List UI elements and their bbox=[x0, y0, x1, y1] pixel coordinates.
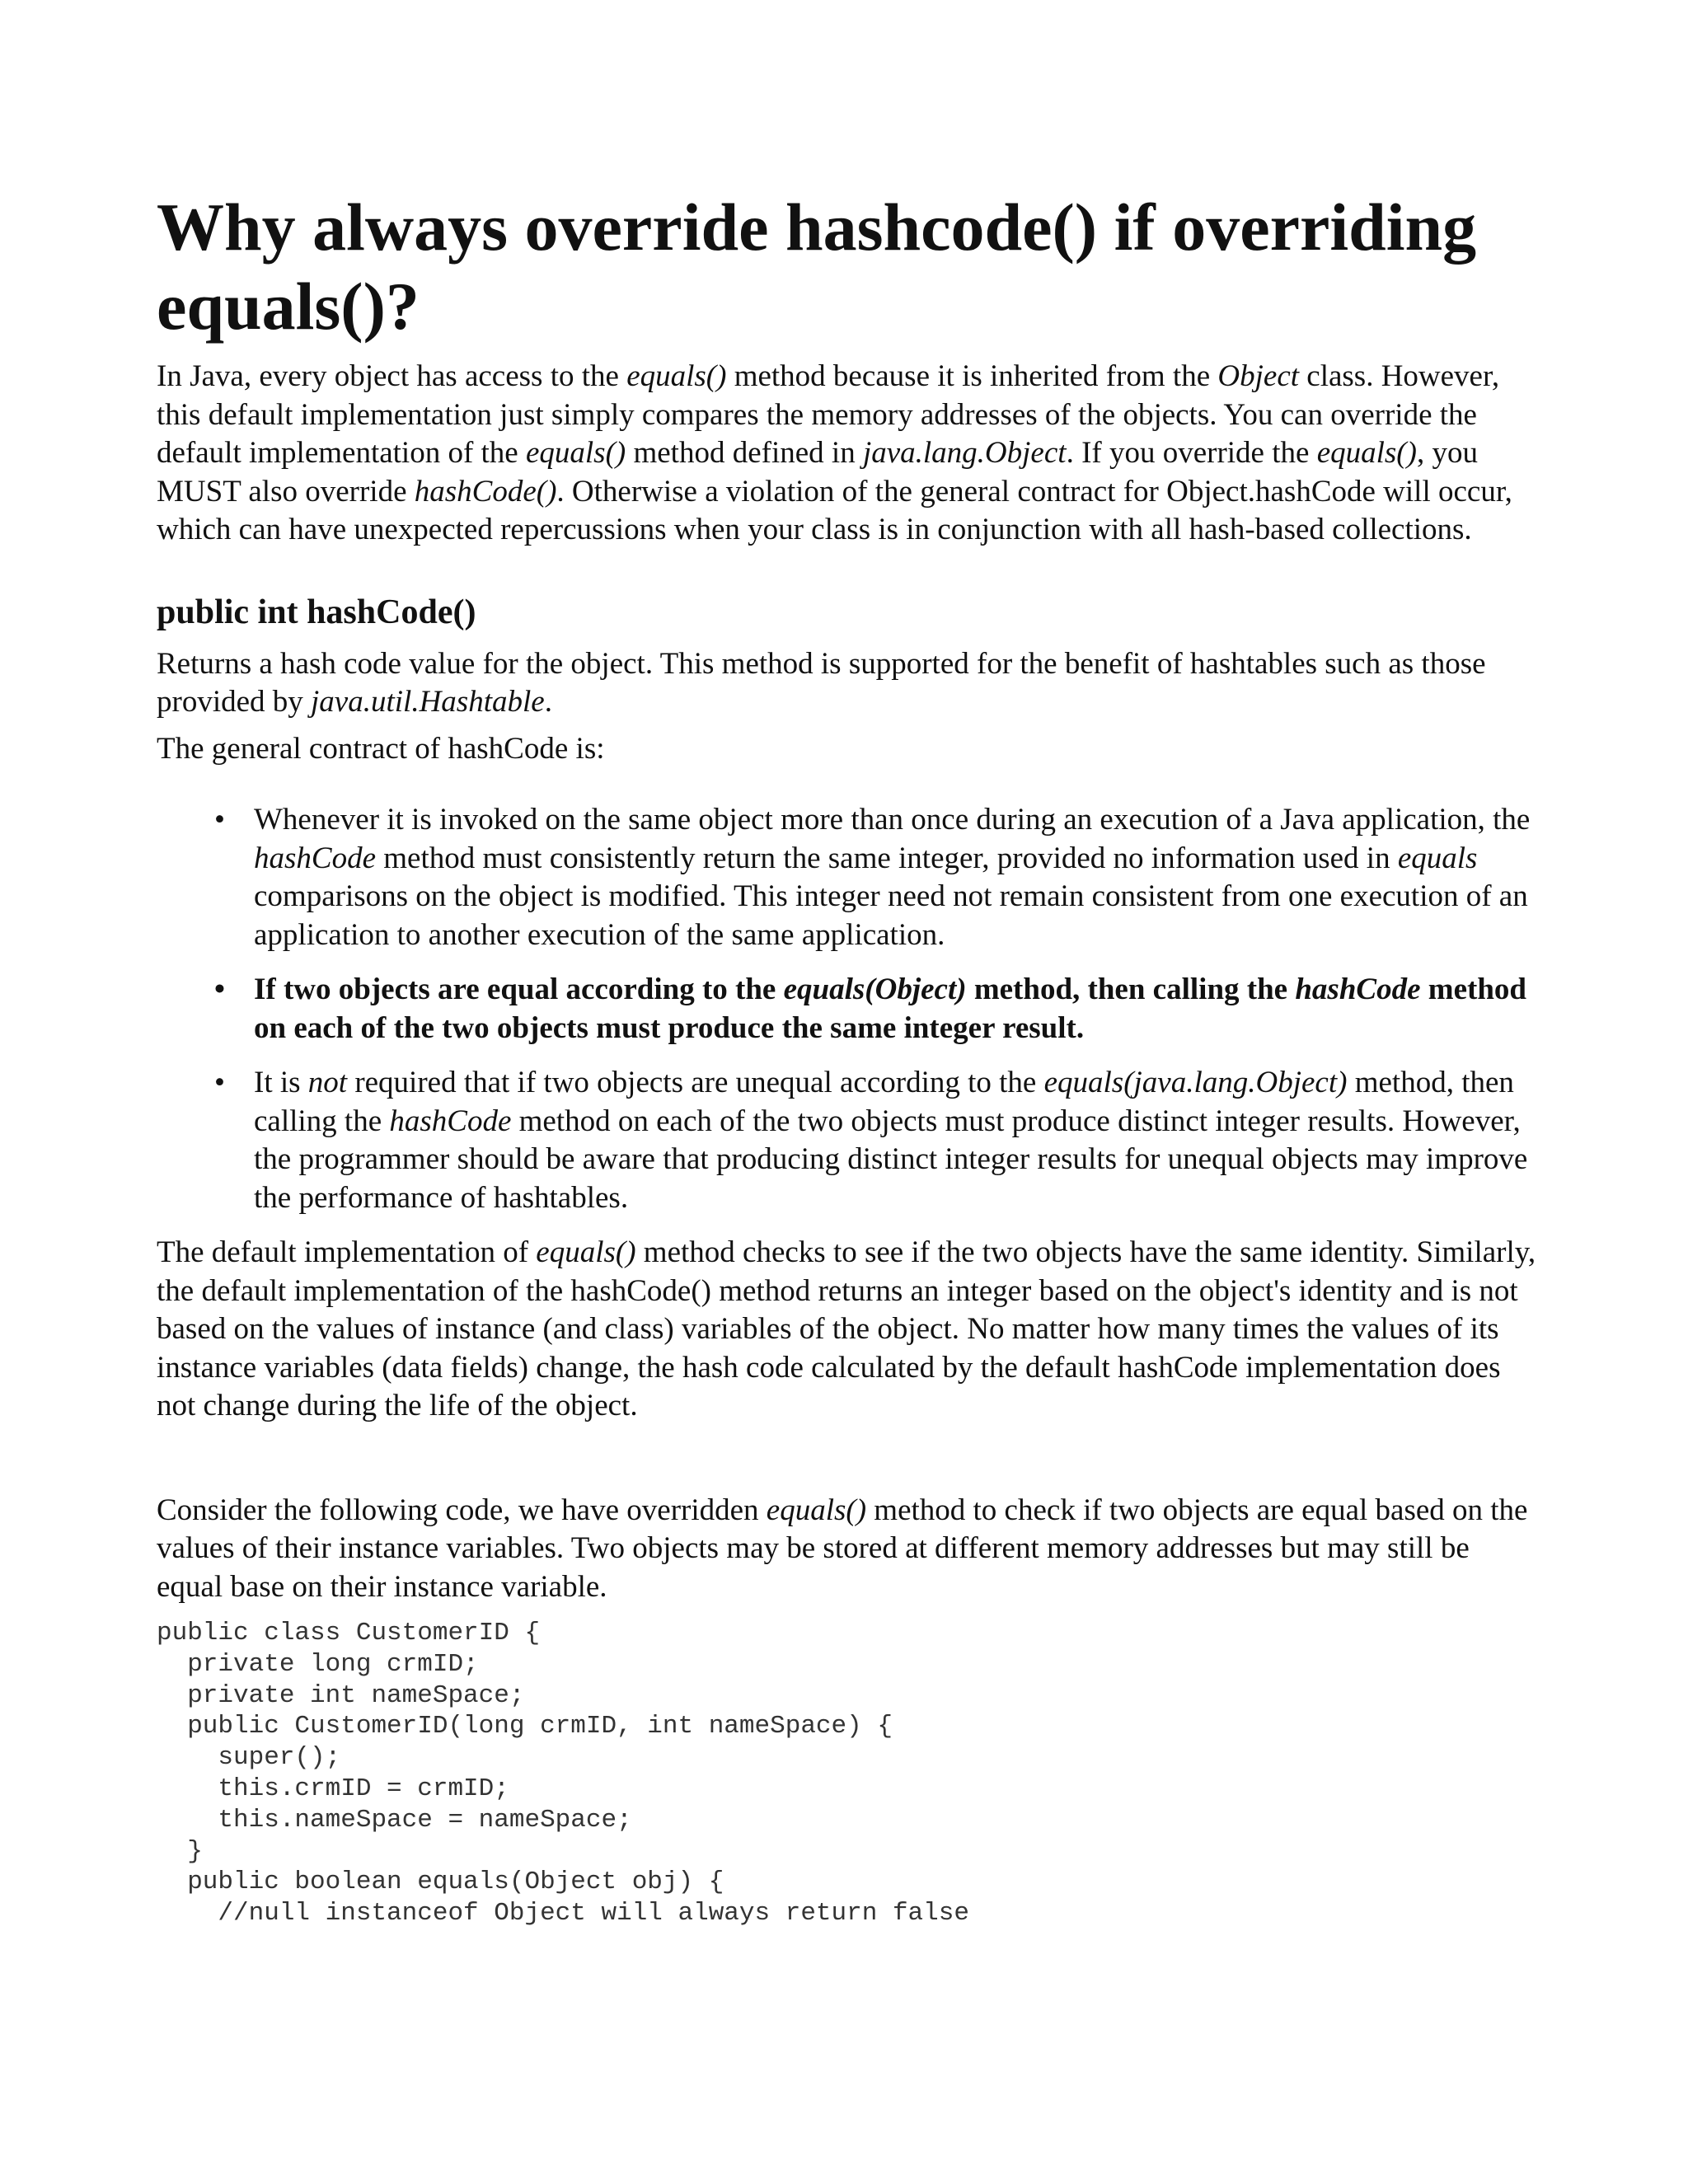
text-run: In Java, every object has access to the bbox=[157, 359, 627, 393]
italic-term: hashCode bbox=[389, 1104, 512, 1138]
returns-paragraph bbox=[157, 645, 1541, 722]
text-run: If two objects are equal according to the bbox=[254, 972, 784, 1006]
italic-term: equals() bbox=[536, 1235, 636, 1269]
intro-paragraph bbox=[157, 358, 1541, 550]
text-run: method checks to see if the two objects have the same identity. Similarly, the default implementation of the hashCode() method returns an integer based on the object's identity and is not based on the values of instance (and class) variables of the object. No matter how many times the values of its instance variables (data fields) change, the hash code calculated by the default hashCode implementation does not change during the life of the object. bbox=[157, 1235, 1536, 1422]
spacer bbox=[157, 1434, 1541, 1492]
italic-term: equals() bbox=[626, 359, 727, 393]
italic-term: equals() bbox=[766, 1493, 867, 1527]
text-run: method on each of the two objects must produce the same integer result. bbox=[254, 972, 1526, 1045]
default-impl-paragraph bbox=[157, 1234, 1541, 1426]
text-run: method because it is inherited from the bbox=[726, 359, 1218, 393]
contract-intro: The general contract of hashCode is: bbox=[157, 731, 605, 766]
text-run: method defined in bbox=[626, 436, 863, 470]
consider-paragraph bbox=[157, 1492, 1541, 1607]
text-run: Whenever it is invoked on the same object more than once during an execution of a Java application, the bbox=[254, 803, 1531, 837]
italic-term: equals bbox=[1397, 841, 1478, 875]
italic-term: hashCode bbox=[1295, 972, 1421, 1006]
document-page bbox=[157, 188, 1541, 1929]
text-run: . bbox=[544, 685, 552, 719]
italic-term: equals() bbox=[1316, 436, 1417, 470]
text-run: Consider the following code, we have overridden bbox=[157, 1493, 767, 1527]
contract-list bbox=[157, 801, 1541, 1217]
list-item bbox=[157, 1064, 1541, 1217]
text-run: The default implementation of bbox=[157, 1235, 537, 1269]
text-run: method must consistently return the same integer, provided no information used in bbox=[376, 841, 1398, 875]
page-title: Why always override hashcode() if overriding equals()? bbox=[157, 190, 1477, 344]
italic-term: java.lang.Object bbox=[862, 436, 1067, 470]
text-run: method to check if two objects are equal based on the values of their instance variables. Two objects may be stored at different memory addresses but may still be equal base on their instance variable. bbox=[157, 1493, 1528, 1604]
text-run: method, then calling the bbox=[254, 1066, 1514, 1138]
text-run: method, then calling the bbox=[966, 972, 1296, 1006]
text-run: class. However, this default implementation just simply compares the memory addresses of the objects. You can override the default implementation of the bbox=[157, 359, 1500, 470]
text-run: It is bbox=[254, 1066, 308, 1099]
italic-term: equals(java.lang.Object) bbox=[1043, 1066, 1348, 1099]
italic-term: hashCode bbox=[254, 841, 376, 875]
text-run: required that if two objects are unequal according to the bbox=[347, 1066, 1044, 1099]
section-heading: public int hashCode() bbox=[157, 593, 476, 631]
italic-term: equals(Object) bbox=[783, 972, 967, 1006]
text-run: comparisons on the object is modified. This integer need not remain consistent from one execution of an application to another execution of the same application. bbox=[254, 879, 1528, 952]
italic-term: hashCode() bbox=[414, 474, 557, 509]
text-run: . Otherwise a violation of the general contract for Object.hashCode will occur, which can have unexpected repercussions when your class is in conjunction with all hash-based collections. bbox=[157, 474, 1512, 546]
code-block: public class CustomerID { private long crmID; private int nameSpace; public CustomerID(long crmID, int nameSpace) { super(); this.crmID = crmID; this.nameSpace = nameSpace; } public boolean equals(Object obj) { //null instanceof Object will always return false bbox=[157, 1619, 969, 1929]
italic-term: Object bbox=[1217, 359, 1300, 393]
italic-term: equals() bbox=[525, 436, 626, 470]
text-run: , you MUST also override bbox=[157, 436, 1478, 509]
text-run: method on each of the two objects must produce distinct integer results. However, the programmer should be aware that producing distinct integer results for unequal objects may improve the performance of hashtables. bbox=[254, 1104, 1528, 1215]
list-item bbox=[157, 801, 1541, 954]
italic-term: java.util.Hashtable bbox=[311, 685, 545, 719]
text-run: Returns a hash code value for the object. This method is supported for the benefit of hashtables such as those provided by bbox=[157, 646, 1486, 719]
list-item bbox=[157, 971, 1541, 1047]
text-run: . If you override the bbox=[1066, 436, 1317, 470]
italic-term: not bbox=[307, 1066, 348, 1099]
